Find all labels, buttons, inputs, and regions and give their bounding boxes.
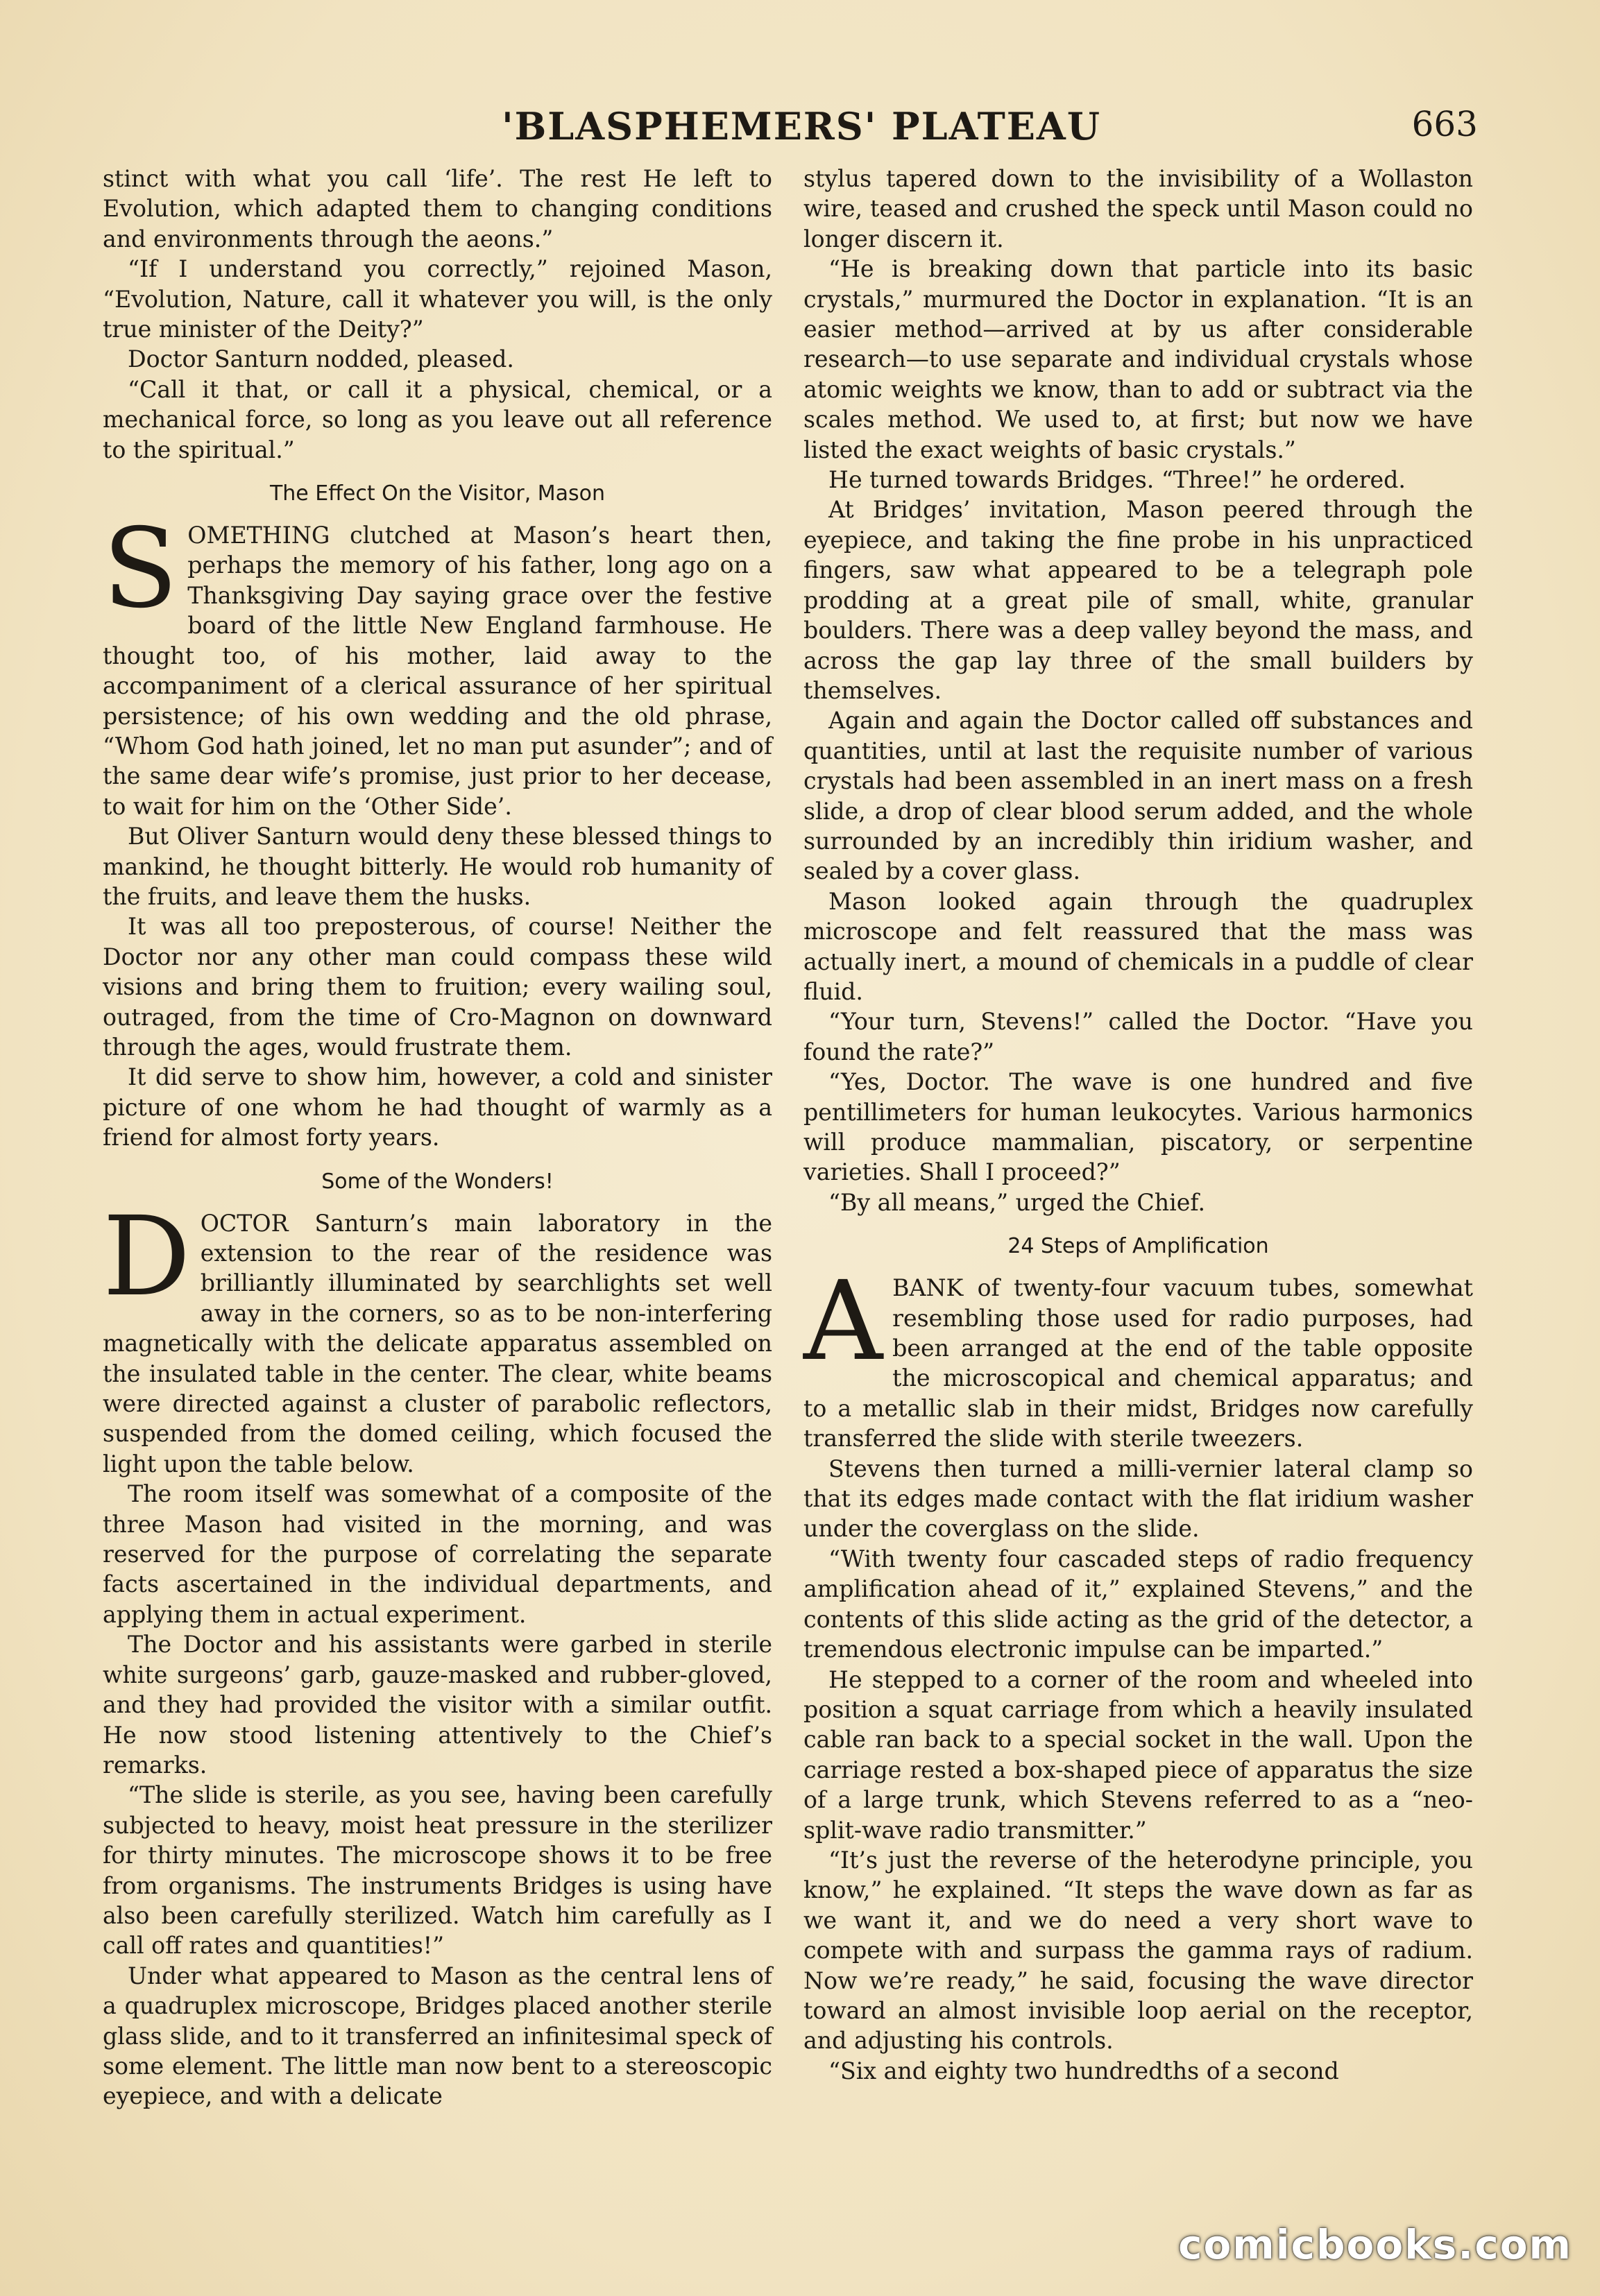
paragraph: “The slide is sterile, as you see, having been carefully subjected to heavy, moist heat pressure in the sterilizer for thirty minutes. The microscope shows it to be free from organisms. The instruments Bridges is using have also been carefully sterilized. Watch him carefully as I call off rates and quantities!”	[103, 1781, 772, 1960]
paragraph-text: clutched at Mason’s heart then, perhaps the memory of his father, long ago on a Thanksgiving Day saying grace over the festive board of the little New England farmhouse. He thought too, of his mother, laid away to the accompaniment of a clerical assurance of her spiritual persistence; of his own wedding and the old phrase, “Whom God hath joined, let no man put asunder”; and of the same dear wife’s promise, just prior to her decease, to wait for him on the ‘Other Side’.	[103, 522, 772, 820]
source-watermark: comicbooks.com	[1178, 2221, 1572, 2268]
page-header	[104, 104, 1499, 160]
paragraph: stinct with what you call ‘life’. The rest He left to Evolution, which adapted them to changing conditions and environments through the aeons.”	[103, 165, 772, 252]
paragraph: “It’s just the reverse of the heterodyne principle, you know,” he explained. “It steps the wave down as far as we want it, and we do need a very short wave to compete with and surpass the gamma rays of radium. Now we’re ready,” he said, focusing the wave director toward an almost invisible loop aerial on the receptor, and adjusting his controls.	[803, 1846, 1473, 2055]
paragraph: “Six and eighty two hundredths of a second	[828, 2057, 1339, 2084]
paragraph-with-dropcap	[803, 1258, 1473, 1453]
paragraph-with-dropcap	[103, 505, 772, 821]
paragraph: He stepped to a corner of the room and wheeled into position a squat carriage from which a heavily insulated cable ran back to a special socket in the wall. Upon the carriage rested a box-shaped piece of apparatus the size of a large trunk, which Stevens referred to as a “neo-split-wave radio transmitter.”	[803, 1665, 1473, 1844]
drop-cap: D	[103, 1192, 191, 1321]
paragraph: “If I understand you correctly,” rejoined Mason, “Evolution, Nature, call it whatever you will, is the only true minister of the Deity?”	[103, 255, 772, 343]
paragraph: “Your turn, Stevens!” called the Doctor. “Have you found the rate?”	[803, 1008, 1473, 1065]
paragraph: The room itself was somewhat of a composite of the three Mason had visited in the morning, and was reserved for the purpose of correlating the separate facts ascertained in the individual departments, and applying them in actual experiment.	[103, 1480, 772, 1628]
paragraph: “Yes, Doctor. The wave is one hundred and five pentillimeters for human leukocytes. Various harmonics will produce mammalian, piscatory, or serpentine varieties. Shall I proceed?”	[803, 1068, 1473, 1186]
section-subheading: Some of the Wonders!	[321, 1169, 554, 1194]
paragraph: He turned towards Bridges. “Three!” he ordered.	[828, 466, 1406, 494]
running-title: 'BLASPHEMERS' PLATEAU	[502, 104, 1101, 148]
page-number: 663	[1411, 104, 1478, 144]
paragraph: But Oliver Santurn would deny these blessed things to mankind, he thought bitterly. He would rob humanity of the fruits, and leave them the husks.	[103, 823, 772, 910]
paragraph: “Call it that, or call it a physical, chemical, or a mechanical force, so long as you leave out all reference to the spiritual.”	[103, 375, 772, 463]
right-column	[803, 164, 1473, 2196]
section-subheading: The Effect On the Visitor, Mason	[269, 481, 606, 506]
paragraph: Under what appeared to Mason as the central lens of a quadruplex microscope, Bridges placed another sterile glass slide, and to it transferred an infinitesimal speck of some element. The little man now bent to a stereoscopic eyepiece, and with a delicate	[103, 1962, 772, 2110]
paragraph: “He is breaking down that particle into its basic crystals,” murmured the Doctor in explanation. “It is an easier method—arrived at by us after considerable research—to use separate and individual crystals whose atomic weights we know, than to add or subtract via the scales method. We used to, at first; but now we have listed the exact weights of basic crystals.”	[803, 255, 1473, 463]
paragraph-with-dropcap	[103, 1192, 772, 1480]
lead-in-caps: OCTOR	[200, 1209, 289, 1237]
paragraph: “By all means,” urged the Chief.	[828, 1188, 1206, 1216]
paragraph-text: of twenty-four vacuum tubes, somewhat resembling those used for radio purposes, had been arranged at the end of the table opposite the microscopical and chemical apparatus; and to a metallic slab in their midst, Bridges now carefully transferred the slide with sterile tweezers.	[803, 1274, 1473, 1453]
paragraph: At Bridges’ invitation, Mason peered through the eyepiece, and taking the fine probe in his unpracticed fingers, saw what appeared to be a telegraph pole prodding at a great pile of small, white, granular boulders. There was a deep valley beyond the mass, and across the gap lay three of the small builders by themselves.	[803, 496, 1473, 704]
text-columns	[103, 164, 1473, 2196]
lead-in-caps: OMETHING	[187, 522, 330, 549]
paragraph: Again and again the Doctor called off substances and quantities, until at last the requisite number of various crystals had been assembled in an inert mass on a fresh slide, a drop of clear blood serum added, and the whole surrounded by an incredibly thin iridium washer, and sealed by a cover glass.	[803, 707, 1473, 885]
section-subheading: 24 Steps of Amplification	[1007, 1234, 1269, 1259]
drop-cap: S	[103, 505, 178, 633]
drop-cap: A	[803, 1258, 883, 1386]
lead-in-caps: BANK	[892, 1274, 964, 1302]
paragraph: Mason looked again through the quadruplex microscope and felt reassured that the mass was actually inert, a mound of chemicals in a puddle of clear fluid.	[803, 887, 1473, 1005]
left-column	[103, 164, 772, 2196]
paragraph-text: Santurn’s main laboratory in the extension to the rear of the residence was brilliantly illuminated by searchlights set well away in the corners, so as to be non-interfering magnetically with the delicate apparatus assembled on the insulated table in the center. The clear, white beams were directed against a cluster of parabolic reflectors, suspended from the domed ceiling, which focused the light upon the table below.	[103, 1209, 772, 1477]
paragraph: Stevens then turned a milli-vernier lateral clamp so that its edges made contact with the flat iridium washer under the coverglass on the slide.	[803, 1455, 1473, 1543]
paragraph: It was all too preposterous, of course! Neither the Doctor nor any other man could compass these wild visions and bring them to fruition; every wailing soul, outraged, from the time of Cro-Magnon on downward through the ages, would frustrate them.	[103, 913, 772, 1061]
paragraph: Doctor Santurn nodded, pleased.	[128, 345, 514, 373]
paragraph: It did serve to show him, however, a cold and sinister picture of one whom he had thought of warmly as a friend for almost forty years.	[103, 1063, 772, 1151]
paragraph: stylus tapered down to the invisibility of a Wollaston wire, teased and crushed the speck until Mason could no longer discern it.	[803, 165, 1473, 252]
paragraph: “With twenty four cascaded steps of radio frequency amplification ahead of it,” explained Stevens,” and the contents of this slide acting as the grid of the detector, a tremendous electronic impulse can be imparted.”	[803, 1545, 1473, 1663]
paragraph: The Doctor and his assistants were garbed in sterile white surgeons’ garb, gauze-masked and rubber-gloved, and they had provided the visitor with a similar outfit. He now stood listening attentively to the Chief’s remarks.	[103, 1631, 772, 1779]
